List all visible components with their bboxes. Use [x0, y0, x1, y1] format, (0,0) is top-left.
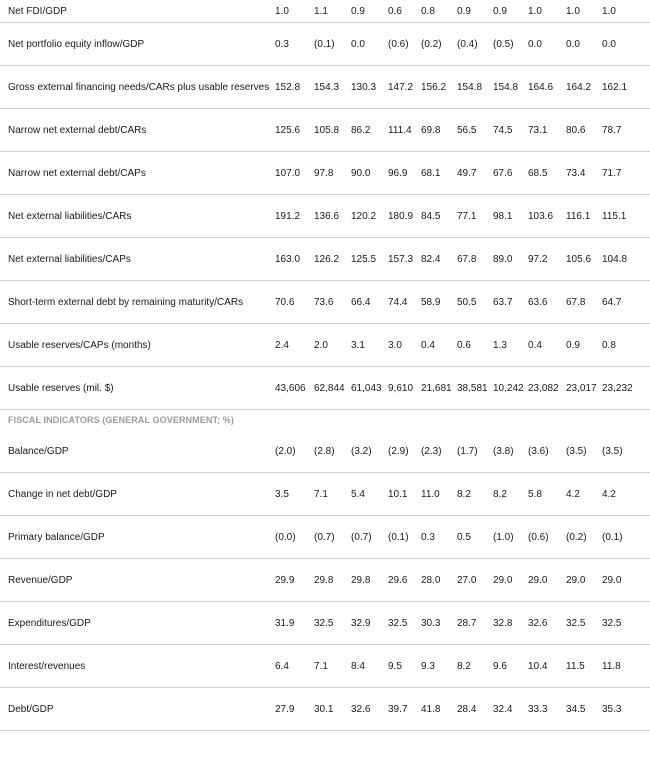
row-label: Narrow net external debt/CAPs [0, 152, 275, 195]
table-cell: 32.5 [566, 602, 602, 645]
table-row [0, 66, 650, 109]
table-cell: 4.2 [566, 473, 602, 516]
table-cell: 0.0 [602, 23, 650, 66]
table-cell: 32.8 [493, 602, 528, 645]
table-cell: 32.4 [493, 688, 528, 731]
table-cell: 29.0 [566, 559, 602, 602]
table-cell: 34.5 [566, 688, 602, 731]
table-cell: (0.2) [566, 516, 602, 559]
table-cell: 3.1 [351, 324, 388, 367]
table-cell: 9.3 [421, 645, 457, 688]
table-cell: 0.0 [566, 23, 602, 66]
table-row [0, 473, 650, 516]
table-cell: (0.0) [275, 516, 314, 559]
table-cell: 8.2 [493, 473, 528, 516]
table-cell: 67.8 [457, 238, 493, 281]
table-row [0, 367, 650, 410]
table-cell: (3.6) [528, 430, 566, 473]
table-cell: (1.7) [457, 430, 493, 473]
table-cell: 103.6 [528, 195, 566, 238]
table-cell: (3.5) [602, 430, 650, 473]
table-row [0, 238, 650, 281]
table-cell: 62,844 [314, 367, 351, 410]
table-cell: 29.8 [351, 559, 388, 602]
table-cell: 10.4 [528, 645, 566, 688]
table-cell: 0.9 [493, 0, 528, 23]
table-cell: 157.3 [388, 238, 421, 281]
table-cell: 28.4 [457, 688, 493, 731]
row-label: Expenditures/GDP [0, 602, 275, 645]
table-cell: 0.3 [275, 23, 314, 66]
table-row [0, 152, 650, 195]
table-cell: 105.6 [566, 238, 602, 281]
table-cell: (2.0) [275, 430, 314, 473]
table-cell: 1.3 [493, 324, 528, 367]
table-cell: 66.4 [351, 281, 388, 324]
table-cell: 115.1 [602, 195, 650, 238]
table-cell: 1.1 [314, 0, 351, 23]
table-cell: 9.6 [493, 645, 528, 688]
table-cell: (0.7) [351, 516, 388, 559]
table-cell: 11.5 [566, 645, 602, 688]
table-cell: 30.1 [314, 688, 351, 731]
table-cell: 125.5 [351, 238, 388, 281]
table-cell: 74.5 [493, 109, 528, 152]
table-cell: 154.3 [314, 66, 351, 109]
table-cell: 3.5 [275, 473, 314, 516]
table-cell: 164.2 [566, 66, 602, 109]
table-cell: 191.2 [275, 195, 314, 238]
table-cell: 90.0 [351, 152, 388, 195]
table-cell: 152.8 [275, 66, 314, 109]
table-cell: 29.0 [602, 559, 650, 602]
table-cell: 0.8 [602, 324, 650, 367]
table-cell: 32.6 [528, 602, 566, 645]
table-cell: (0.6) [528, 516, 566, 559]
row-label: Net FDI/GDP [0, 0, 275, 23]
table-cell: 0.8 [421, 0, 457, 23]
table-cell: 29.6 [388, 559, 421, 602]
table-cell: 1.0 [275, 0, 314, 23]
row-label: Primary balance/GDP [0, 516, 275, 559]
table-cell: 0.9 [351, 0, 388, 23]
table-cell: 9.5 [388, 645, 421, 688]
table-cell: 8.4 [351, 645, 388, 688]
row-label: Change in net debt/GDP [0, 473, 275, 516]
table-cell: 5.8 [528, 473, 566, 516]
table-cell: 32.6 [351, 688, 388, 731]
table-cell: 0.3 [421, 516, 457, 559]
row-label: Short-term external debt by remaining maturity/CARs [0, 281, 275, 324]
table-row [0, 645, 650, 688]
table-cell: 43,606 [275, 367, 314, 410]
table-row [0, 516, 650, 559]
table-cell: 11.8 [602, 645, 650, 688]
table-cell: (2.9) [388, 430, 421, 473]
table-row [0, 559, 650, 602]
table-cell: 136.6 [314, 195, 351, 238]
table-cell: 68.5 [528, 152, 566, 195]
table-cell: 10.1 [388, 473, 421, 516]
table-cell: 125.6 [275, 109, 314, 152]
table-cell: 8.2 [457, 645, 493, 688]
table-cell: 98.1 [493, 195, 528, 238]
table-cell: (0.6) [388, 23, 421, 66]
table-cell: 78.7 [602, 109, 650, 152]
table-cell: (2.8) [314, 430, 351, 473]
table-cell: 0.9 [457, 0, 493, 23]
table-cell: (0.1) [388, 516, 421, 559]
table-cell: (0.1) [314, 23, 351, 66]
table-cell: 0.0 [351, 23, 388, 66]
table-cell: 73.4 [566, 152, 602, 195]
table-cell: 33.3 [528, 688, 566, 731]
table-row [0, 602, 650, 645]
table-cell: 130.3 [351, 66, 388, 109]
table-cell: (3.5) [566, 430, 602, 473]
table-cell: 67.6 [493, 152, 528, 195]
table-cell: 97.8 [314, 152, 351, 195]
table-cell: 154.8 [493, 66, 528, 109]
table-cell: 80.6 [566, 109, 602, 152]
table-cell: 70.6 [275, 281, 314, 324]
table-cell: 97.2 [528, 238, 566, 281]
table-cell: 27.9 [275, 688, 314, 731]
row-label: Net external liabilities/CAPs [0, 238, 275, 281]
table-row [0, 23, 650, 66]
row-label: Balance/GDP [0, 430, 275, 473]
table-cell: 32.5 [314, 602, 351, 645]
table-cell: 29.8 [314, 559, 351, 602]
table-cell: 84.5 [421, 195, 457, 238]
table-cell: 126.2 [314, 238, 351, 281]
table-cell: 10,242 [493, 367, 528, 410]
table-row [0, 688, 650, 731]
table-cell: 67.8 [566, 281, 602, 324]
table-cell: 89.0 [493, 238, 528, 281]
table-cell: 63.6 [528, 281, 566, 324]
table-cell: (0.4) [457, 23, 493, 66]
table-cell: 104.8 [602, 238, 650, 281]
table-cell: 28.0 [421, 559, 457, 602]
table-cell: 23,082 [528, 367, 566, 410]
table-cell: 64.7 [602, 281, 650, 324]
table-cell: (0.1) [602, 516, 650, 559]
table-cell: 41.8 [421, 688, 457, 731]
table-cell: 29.9 [275, 559, 314, 602]
table-cell: 1.0 [528, 0, 566, 23]
table-cell: 30.3 [421, 602, 457, 645]
table-cell: 180.9 [388, 195, 421, 238]
table-cell: 73.1 [528, 109, 566, 152]
row-label: Usable reserves/CAPs (months) [0, 324, 275, 367]
table-cell: 7.1 [314, 645, 351, 688]
table-cell: 49.7 [457, 152, 493, 195]
table-cell: 74.4 [388, 281, 421, 324]
table-cell: (1.0) [493, 516, 528, 559]
table-cell: 3.0 [388, 324, 421, 367]
table-cell: 56.5 [457, 109, 493, 152]
table-row [0, 281, 650, 324]
table-cell: 61,043 [351, 367, 388, 410]
table-cell: 28.7 [457, 602, 493, 645]
table-cell: 9,610 [388, 367, 421, 410]
table-cell: 32.9 [351, 602, 388, 645]
table-cell: 1.0 [566, 0, 602, 23]
table-cell: 27.0 [457, 559, 493, 602]
row-label: Usable reserves (mil. $) [0, 367, 275, 410]
table-row [0, 0, 650, 23]
table-row [0, 430, 650, 473]
table-cell: 164.6 [528, 66, 566, 109]
row-label: Net external liabilities/CARs [0, 195, 275, 238]
table-cell: 21,681 [421, 367, 457, 410]
table-cell: 29.0 [528, 559, 566, 602]
table-cell: 0.6 [457, 324, 493, 367]
table-cell: 50.5 [457, 281, 493, 324]
table-cell: (2.3) [421, 430, 457, 473]
table-cell: 105.8 [314, 109, 351, 152]
table-cell: 82.4 [421, 238, 457, 281]
table-cell: 162.1 [602, 66, 650, 109]
table-cell: (0.5) [493, 23, 528, 66]
table-cell: 120.2 [351, 195, 388, 238]
table-cell: 8.2 [457, 473, 493, 516]
table-cell: 23,017 [566, 367, 602, 410]
table-cell: 38,581 [457, 367, 493, 410]
table-cell: 0.4 [421, 324, 457, 367]
table-cell: 63.7 [493, 281, 528, 324]
table-cell: 32.5 [602, 602, 650, 645]
row-label: Gross external financing needs/CARs plus usable reserves [0, 66, 275, 109]
table-cell: 147.2 [388, 66, 421, 109]
table-cell: 11.0 [421, 473, 457, 516]
table-cell: 2.4 [275, 324, 314, 367]
table-cell: 111.4 [388, 109, 421, 152]
row-label: Revenue/GDP [0, 559, 275, 602]
table-cell: 7.1 [314, 473, 351, 516]
table-cell: 71.7 [602, 152, 650, 195]
table-cell: 5.4 [351, 473, 388, 516]
table-cell: 116.1 [566, 195, 602, 238]
row-label: Net portfolio equity inflow/GDP [0, 23, 275, 66]
table-row [0, 324, 650, 367]
section-header-row [0, 410, 650, 431]
table-cell: 107.0 [275, 152, 314, 195]
table-cell: 163.0 [275, 238, 314, 281]
table-row [0, 109, 650, 152]
table-cell: 2.0 [314, 324, 351, 367]
table-cell: 4.2 [602, 473, 650, 516]
table-cell: (3.8) [493, 430, 528, 473]
table-cell: 31.9 [275, 602, 314, 645]
table-cell: 0.5 [457, 516, 493, 559]
table-cell: 77.1 [457, 195, 493, 238]
table-cell: 0.4 [528, 324, 566, 367]
table-cell: 86.2 [351, 109, 388, 152]
table-cell: (0.7) [314, 516, 351, 559]
row-label: Interest/revenues [0, 645, 275, 688]
table-cell: 39.7 [388, 688, 421, 731]
table-cell: 29.0 [493, 559, 528, 602]
table-cell: 68.1 [421, 152, 457, 195]
row-label: Narrow net external debt/CARs [0, 109, 275, 152]
table-row [0, 195, 650, 238]
table-cell: 32.5 [388, 602, 421, 645]
table-cell: 73.6 [314, 281, 351, 324]
table-cell: 23,232 [602, 367, 650, 410]
section-title: FISCAL INDICATORS (GENERAL GOVERNMENT; %) [8, 415, 234, 425]
table-cell: 6.4 [275, 645, 314, 688]
row-label: Debt/GDP [0, 688, 275, 731]
table-cell: (3.2) [351, 430, 388, 473]
table-cell: 96.9 [388, 152, 421, 195]
table-cell: 0.9 [566, 324, 602, 367]
table-cell: 0.0 [528, 23, 566, 66]
table-cell: 35.3 [602, 688, 650, 731]
table-cell: 154.8 [457, 66, 493, 109]
table-cell: 156.2 [421, 66, 457, 109]
table-cell: (0.2) [421, 23, 457, 66]
table-cell: 69.8 [421, 109, 457, 152]
table-cell: 58.9 [421, 281, 457, 324]
table-cell: 0.6 [388, 0, 421, 23]
table-cell: 1.0 [602, 0, 650, 23]
